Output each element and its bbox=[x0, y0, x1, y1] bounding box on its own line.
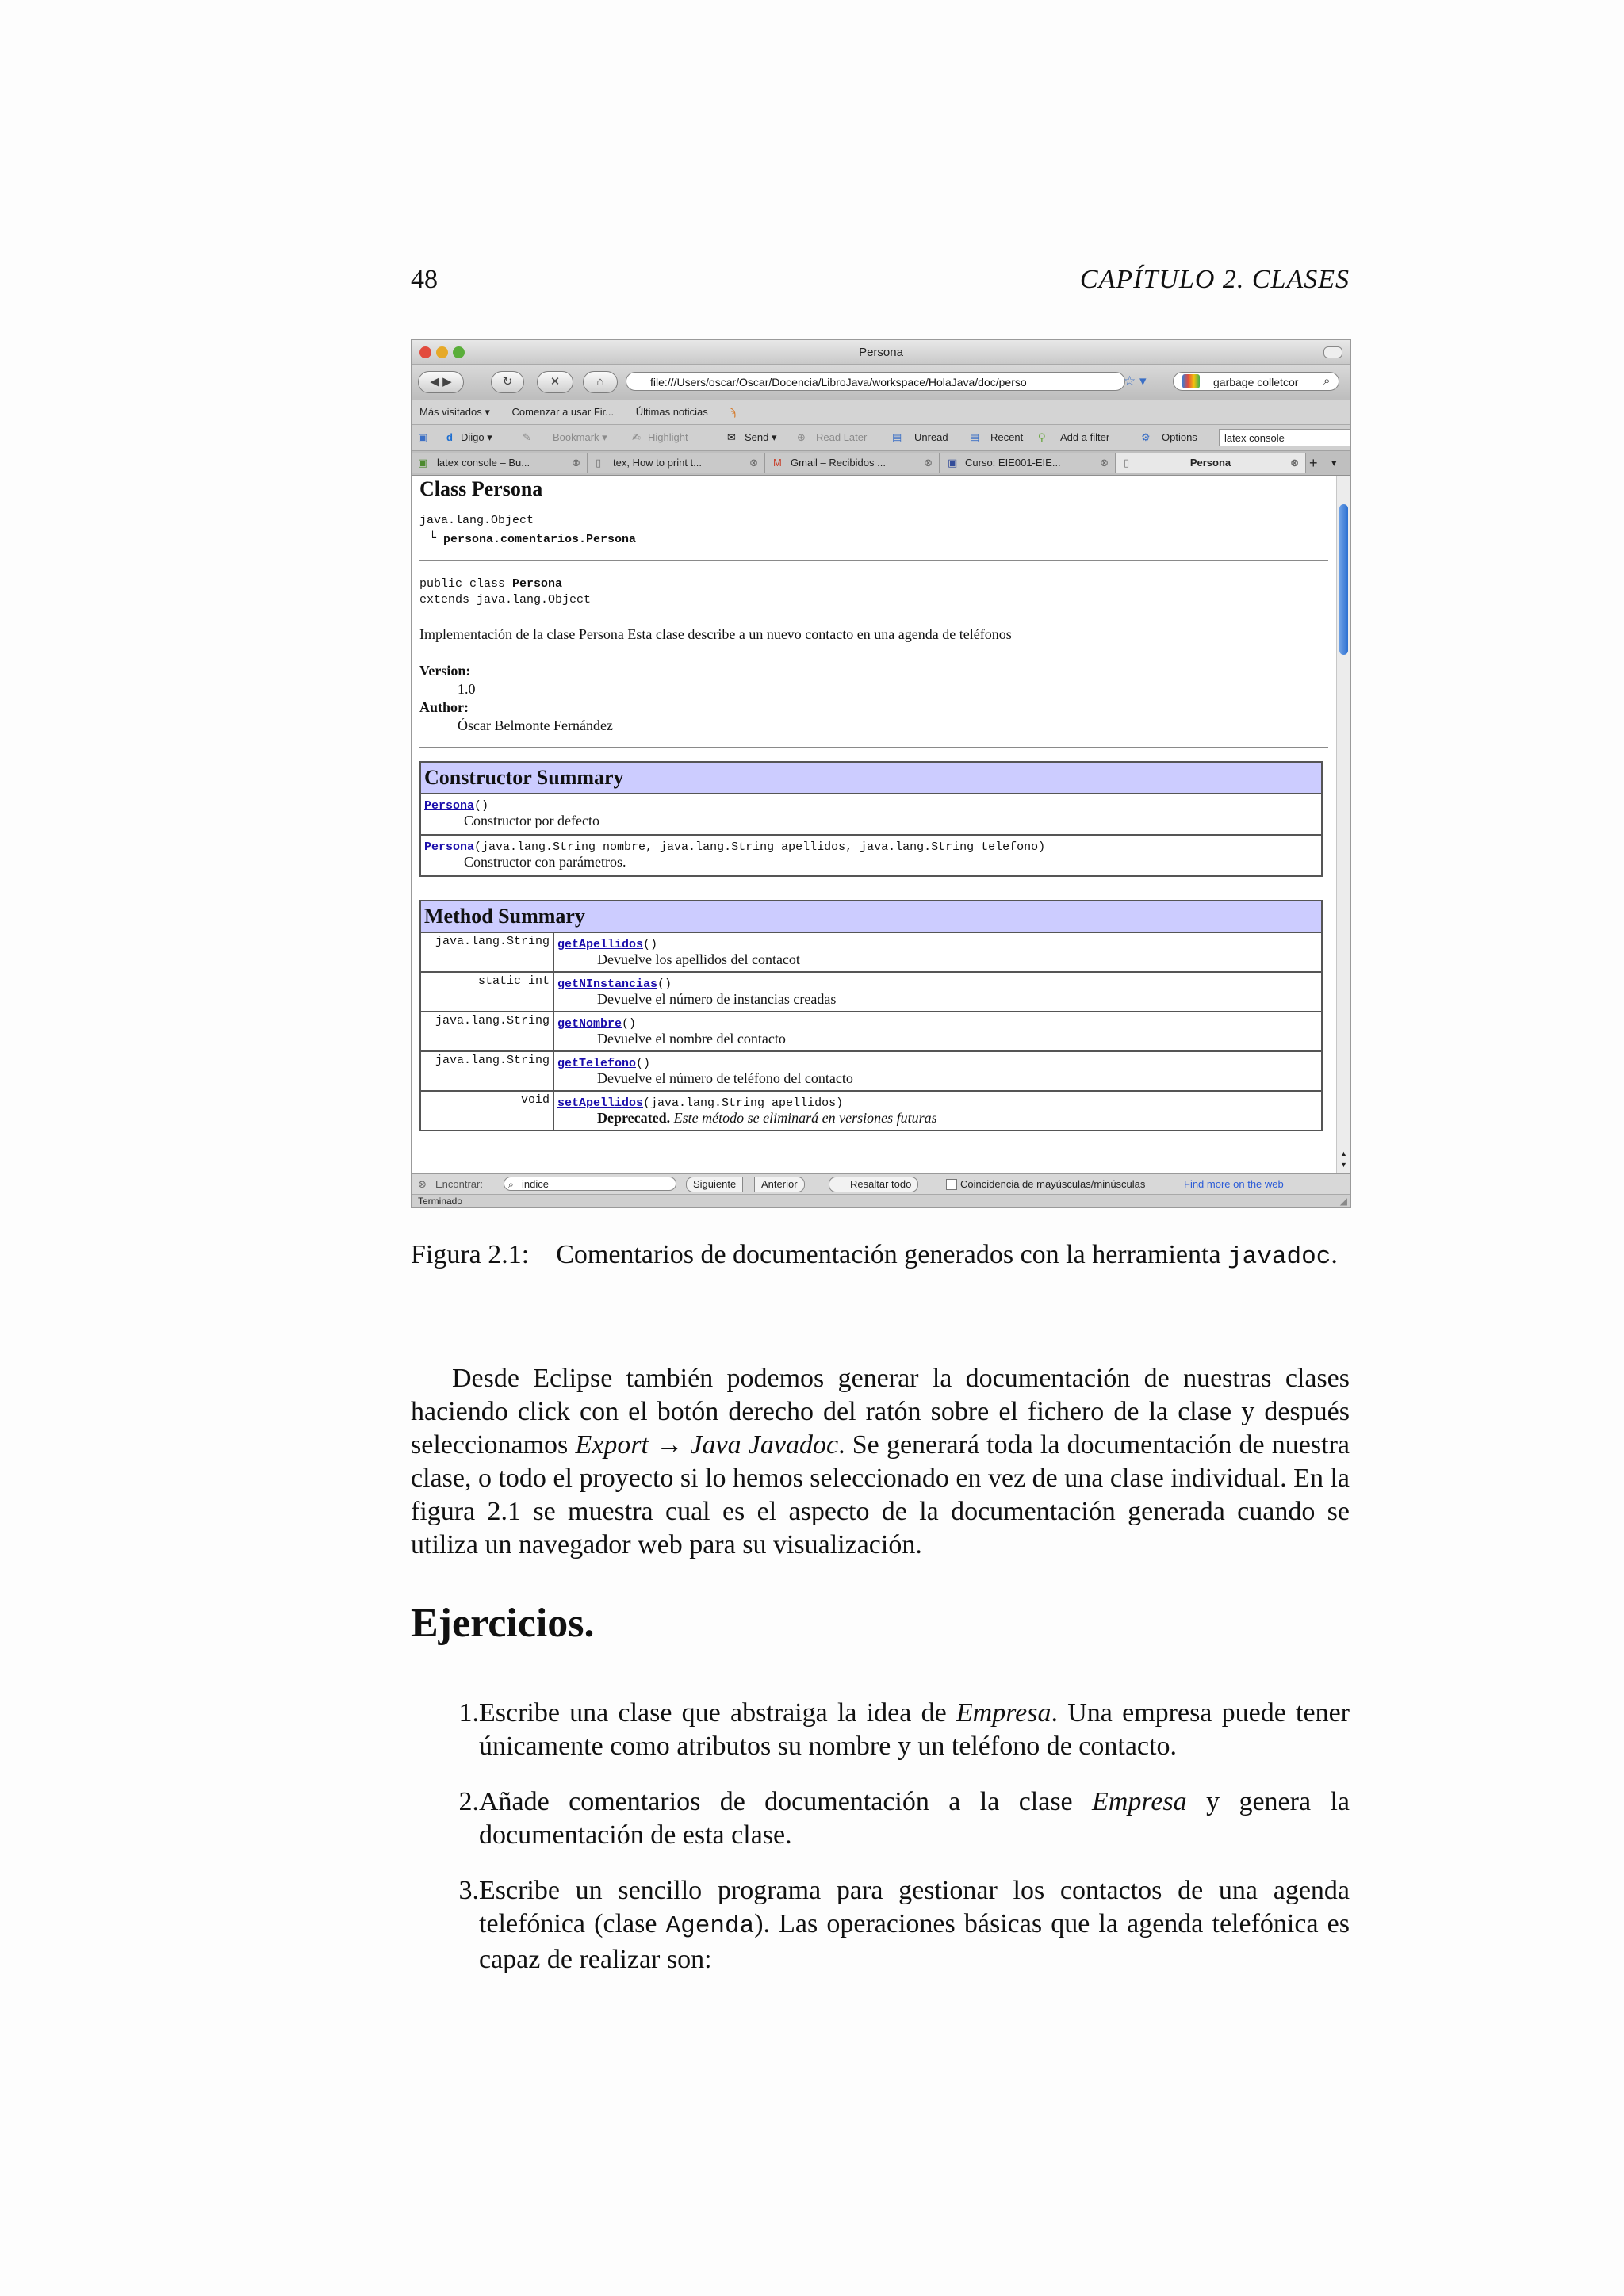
version-value: 1.0 bbox=[458, 681, 476, 697]
find-previous-button[interactable]: Anterior bbox=[754, 1177, 805, 1192]
decl-class-name: Persona bbox=[512, 577, 563, 591]
exercise-text: Escribe un sencillo programa para gestionar los contactos de una agenda telefónica (clase bbox=[479, 1876, 1350, 1938]
tab-label: Persona bbox=[1189, 457, 1231, 469]
diigo-logo-icon: d bbox=[446, 431, 453, 443]
scroll-up-icon[interactable]: ▲ bbox=[1340, 1150, 1347, 1158]
class-title: Class Persona bbox=[419, 477, 543, 500]
exercise-text: y genera la documentación de esta clase. bbox=[479, 1787, 1350, 1850]
method-desc: Devuelve el número de teléfono del contacto bbox=[597, 1070, 853, 1086]
table-row bbox=[420, 932, 1322, 972]
status-bar bbox=[412, 1194, 1350, 1208]
window-title: Persona bbox=[859, 346, 903, 359]
method-desc: Devuelve el nombre del contacto bbox=[597, 1031, 786, 1047]
toolbar-read-later[interactable]: Read Later bbox=[816, 431, 868, 443]
toolbar-bookmark[interactable]: Bookmark ▾ bbox=[553, 431, 607, 443]
tab-bar bbox=[412, 451, 1350, 476]
exercise-emphasis: Empresa bbox=[956, 1698, 1051, 1728]
tab-label: latex console – Bu... bbox=[437, 457, 530, 469]
highlight-all-label: Resaltar todo bbox=[850, 1178, 912, 1190]
exercise-number: 1. bbox=[458, 1698, 479, 1728]
toolbar-toggle-icon[interactable] bbox=[1323, 346, 1342, 358]
tab-close-icon[interactable]: ⊗ bbox=[924, 457, 933, 469]
scroll-down-icon[interactable]: ▼ bbox=[1340, 1161, 1347, 1169]
paragraph-text: Desde Eclipse también podemos generar la documentación de nuestras clases haciendo click con el botón derecho del ratón sobre el fichero de la clase y después seleccionamos bbox=[411, 1364, 1350, 1460]
tab-persona[interactable] bbox=[1116, 453, 1306, 473]
constructor-params: (java.lang.String nombre, java.lang.String apellidos, java.lang.String telefono) bbox=[474, 840, 1046, 854]
tab-favicon-icon: ▣ bbox=[418, 457, 428, 469]
status-text: Terminado bbox=[418, 1196, 463, 1207]
tab-page-icon: ▯ bbox=[1124, 457, 1130, 469]
hierarchy-root: java.lang.Object bbox=[419, 514, 534, 527]
exercise-number: 2. bbox=[458, 1787, 479, 1816]
stop-icon[interactable]: ✕ bbox=[537, 371, 573, 393]
method-link[interactable]: setApellidos bbox=[557, 1096, 644, 1110]
tab-favicon-icon: ▣ bbox=[948, 457, 958, 469]
deprecated-label: Deprecated. bbox=[597, 1110, 671, 1126]
author-value: Óscar Belmonte Fernández bbox=[458, 718, 613, 733]
home-icon[interactable]: ⌂ bbox=[583, 371, 618, 393]
tab-label: Gmail – Recibidos ... bbox=[791, 457, 886, 469]
diigo-menu-icon[interactable]: ▣ bbox=[418, 431, 428, 443]
unread-icon: ▤ bbox=[892, 431, 902, 443]
method-return-type: java.lang.String bbox=[420, 1012, 553, 1051]
method-desc: Este método se eliminará en versiones futuras bbox=[673, 1110, 937, 1126]
tab-page-icon: ▯ bbox=[596, 457, 602, 469]
bookmarks-bar bbox=[412, 400, 1350, 425]
back-forward-button[interactable]: ◀ ▶ bbox=[418, 371, 464, 393]
caption-code: javadoc bbox=[1228, 1243, 1331, 1271]
toolbar-diigo[interactable]: Diigo ▾ bbox=[461, 431, 492, 443]
constructor-summary-table bbox=[419, 761, 1323, 877]
method-params: () bbox=[657, 978, 672, 991]
tab-close-icon[interactable]: ⊗ bbox=[1290, 457, 1299, 469]
google-icon[interactable] bbox=[1182, 374, 1200, 388]
find-more-link[interactable]: Find more on the web bbox=[1184, 1178, 1284, 1190]
url-text: file:///Users/oscar/Oscar/Docencia/LibroJava/workspace/HolaJava/doc/perso bbox=[650, 376, 1027, 388]
navigation-bar bbox=[412, 365, 1350, 400]
tab-curso[interactable] bbox=[940, 453, 1116, 473]
constructor-params: () bbox=[474, 799, 489, 813]
gmail-icon: M bbox=[773, 457, 782, 469]
match-case-checkbox[interactable] bbox=[946, 1179, 957, 1190]
toolbar-unread[interactable]: Unread bbox=[914, 431, 948, 443]
method-return-type: void bbox=[420, 1091, 553, 1131]
section-title: Ejercicios. bbox=[411, 1601, 595, 1646]
divider bbox=[419, 560, 1328, 561]
find-bar bbox=[412, 1173, 1350, 1195]
filter-icon: ⚲ bbox=[1038, 431, 1046, 443]
method-link[interactable]: getApellidos bbox=[557, 938, 644, 951]
caption-label: Figura 2.1: bbox=[411, 1240, 530, 1269]
highlight-icon: ✍ bbox=[632, 431, 641, 443]
tab-close-icon[interactable]: ⊗ bbox=[749, 457, 758, 469]
method-params: (java.lang.String apellidos) bbox=[643, 1096, 844, 1110]
table-row bbox=[420, 1051, 1322, 1091]
divider bbox=[419, 747, 1328, 748]
method-desc: Devuelve los apellidos del contacot bbox=[597, 951, 800, 967]
reload-icon[interactable]: ↻ bbox=[491, 371, 524, 393]
caption-text: Comentarios de documentación generados con la herramienta bbox=[556, 1240, 1221, 1269]
method-link[interactable]: getTelefono bbox=[557, 1057, 637, 1070]
constructor-link[interactable]: Persona bbox=[424, 799, 475, 813]
find-next-button[interactable]: Siguiente bbox=[686, 1177, 743, 1192]
running-title: CAPÍTULO 2. CLASES bbox=[1079, 265, 1350, 294]
vertical-scrollbar[interactable] bbox=[1336, 476, 1351, 1173]
paragraph-text: . Se generará toda la documentación de nuestra clase, o todo el proyecto si lo hemos seleccionado en vez de una clase individual. En la figura 2.1 se muestra cual es el aspecto de la documentación generada cuando se utiliza un navegador web para su visualización. bbox=[411, 1430, 1350, 1559]
tab-close-icon[interactable]: ⊗ bbox=[1100, 457, 1109, 469]
exercise-text: Escribe una clase que abstraiga la idea de bbox=[479, 1698, 956, 1728]
method-desc: Devuelve el número de instancias creadas bbox=[597, 991, 837, 1007]
resize-grip-icon[interactable]: ◢ bbox=[1339, 1196, 1347, 1207]
table-row bbox=[420, 835, 1322, 876]
exercise-text: Añade comentarios de documentación a la clase bbox=[479, 1787, 1093, 1816]
method-link[interactable]: getNombre bbox=[557, 1017, 622, 1031]
method-return-type: java.lang.String bbox=[420, 932, 553, 972]
toolbar-highlight[interactable]: Highlight bbox=[648, 431, 688, 443]
search-icon[interactable]: ⌕ bbox=[1323, 374, 1331, 388]
find-label: Encontrar: bbox=[435, 1178, 483, 1190]
tab-label: Curso: EIE001-EIE... bbox=[965, 457, 1061, 469]
bookmark-most-visited[interactable]: Más visitados ▾ bbox=[419, 406, 490, 418]
arrow-symbol: → bbox=[649, 1430, 691, 1460]
toolbar-recent[interactable]: Recent bbox=[990, 431, 1024, 443]
browser-window-figure bbox=[411, 339, 1351, 1208]
bookmark-latest-news[interactable]: Últimas noticias bbox=[635, 406, 708, 418]
constructor-desc: Constructor con parámetros. bbox=[464, 854, 626, 870]
bookmark-icon: ✎ bbox=[523, 431, 531, 443]
figure-caption bbox=[411, 1238, 1350, 1274]
options-icon: ⚙ bbox=[1141, 431, 1151, 443]
method-return-type: static int bbox=[420, 972, 553, 1012]
exercise-text: ). Las operaciones básicas que la agenda telefónica es capaz de realizar son: bbox=[479, 1909, 1350, 1974]
toolbar-search-input[interactable]: latex console bbox=[1219, 429, 1351, 446]
toolbar-options[interactable]: Options bbox=[1162, 431, 1197, 443]
find-input[interactable] bbox=[504, 1177, 676, 1191]
version-label: Version: bbox=[419, 663, 471, 679]
highlight-all-button[interactable] bbox=[829, 1177, 918, 1192]
tab-latex-console[interactable] bbox=[412, 453, 588, 473]
toolbar-send[interactable]: Send ▾ bbox=[745, 431, 777, 443]
scrollbar-thumb[interactable] bbox=[1339, 504, 1348, 655]
menu-export: Export bbox=[575, 1430, 649, 1460]
author-label: Author: bbox=[419, 699, 469, 715]
constructor-desc: Constructor por defecto bbox=[464, 813, 599, 828]
bookmark-star-icon[interactable]: ☆ ▾ bbox=[1124, 373, 1147, 388]
table-row bbox=[420, 1012, 1322, 1051]
hierarchy-connector-icon: └ bbox=[429, 531, 437, 545]
tab-label: tex, How to print t... bbox=[613, 457, 702, 469]
rss-icon: ϡ bbox=[730, 406, 736, 418]
class-description: Implementación de la clase Persona Esta clase describe a un nuevo contacto en una agenda de teléfonos bbox=[419, 626, 1012, 642]
exercise-text: . Una empresa puede tener únicamente como atributos su nombre y un teléfono de contacto. bbox=[479, 1698, 1350, 1761]
constructor-summary-heading: Constructor Summary bbox=[420, 762, 1322, 794]
table-row bbox=[420, 1091, 1322, 1131]
exercise-emphasis: Empresa bbox=[1092, 1787, 1187, 1816]
search-text: garbage colletcor bbox=[1213, 376, 1299, 388]
new-tab-icon[interactable]: + bbox=[1309, 455, 1318, 471]
menu-java-javadoc: Java Javadoc bbox=[690, 1430, 839, 1460]
table-row bbox=[420, 794, 1322, 835]
title-bar bbox=[412, 340, 1350, 365]
exercise-code: Agenda bbox=[665, 1912, 755, 1940]
constructor-link[interactable]: Persona bbox=[424, 840, 475, 854]
body-paragraph bbox=[411, 1362, 1350, 1562]
class-declaration bbox=[419, 577, 562, 591]
hierarchy-class: persona.comentarios.Persona bbox=[443, 533, 637, 546]
caption-end: . bbox=[1331, 1240, 1338, 1269]
toolbar-add-filter[interactable]: Add a filter bbox=[1060, 431, 1110, 443]
find-close-icon[interactable]: ⊗ bbox=[418, 1178, 427, 1190]
read-later-icon: ⊕ bbox=[797, 431, 806, 443]
table-row bbox=[420, 972, 1322, 1012]
diigo-toolbar bbox=[412, 425, 1350, 451]
tab-tex-print[interactable] bbox=[588, 453, 765, 473]
method-link[interactable]: getNInstancias bbox=[557, 978, 658, 991]
find-query: indice bbox=[522, 1178, 549, 1190]
javadoc-page bbox=[412, 476, 1336, 1173]
exercise-number: 3. bbox=[458, 1876, 479, 1905]
method-summary-heading: Method Summary bbox=[420, 901, 1322, 932]
method-params: () bbox=[622, 1017, 637, 1031]
tab-list-icon[interactable]: ▾ bbox=[1331, 457, 1337, 469]
bookmark-getting-started[interactable]: Comenzar a usar Fir... bbox=[511, 406, 615, 418]
decl-prefix: public class bbox=[419, 577, 513, 591]
method-summary-table bbox=[419, 900, 1323, 1131]
url-bar[interactable] bbox=[626, 372, 1125, 391]
page-number: 48 bbox=[411, 265, 438, 294]
recent-icon: ▤ bbox=[970, 431, 980, 443]
match-case-label: Coincidencia de mayúsculas/minúsculas bbox=[960, 1178, 1146, 1190]
method-params: () bbox=[636, 1057, 651, 1070]
tab-gmail[interactable] bbox=[765, 453, 940, 473]
tab-close-icon[interactable]: ⊗ bbox=[572, 457, 580, 469]
class-extends: extends java.lang.Object bbox=[419, 593, 592, 607]
method-return-type: java.lang.String bbox=[420, 1051, 553, 1091]
method-params: () bbox=[643, 938, 658, 951]
find-search-icon: ⌕ bbox=[508, 1179, 514, 1190]
send-icon: ✉ bbox=[727, 431, 736, 443]
